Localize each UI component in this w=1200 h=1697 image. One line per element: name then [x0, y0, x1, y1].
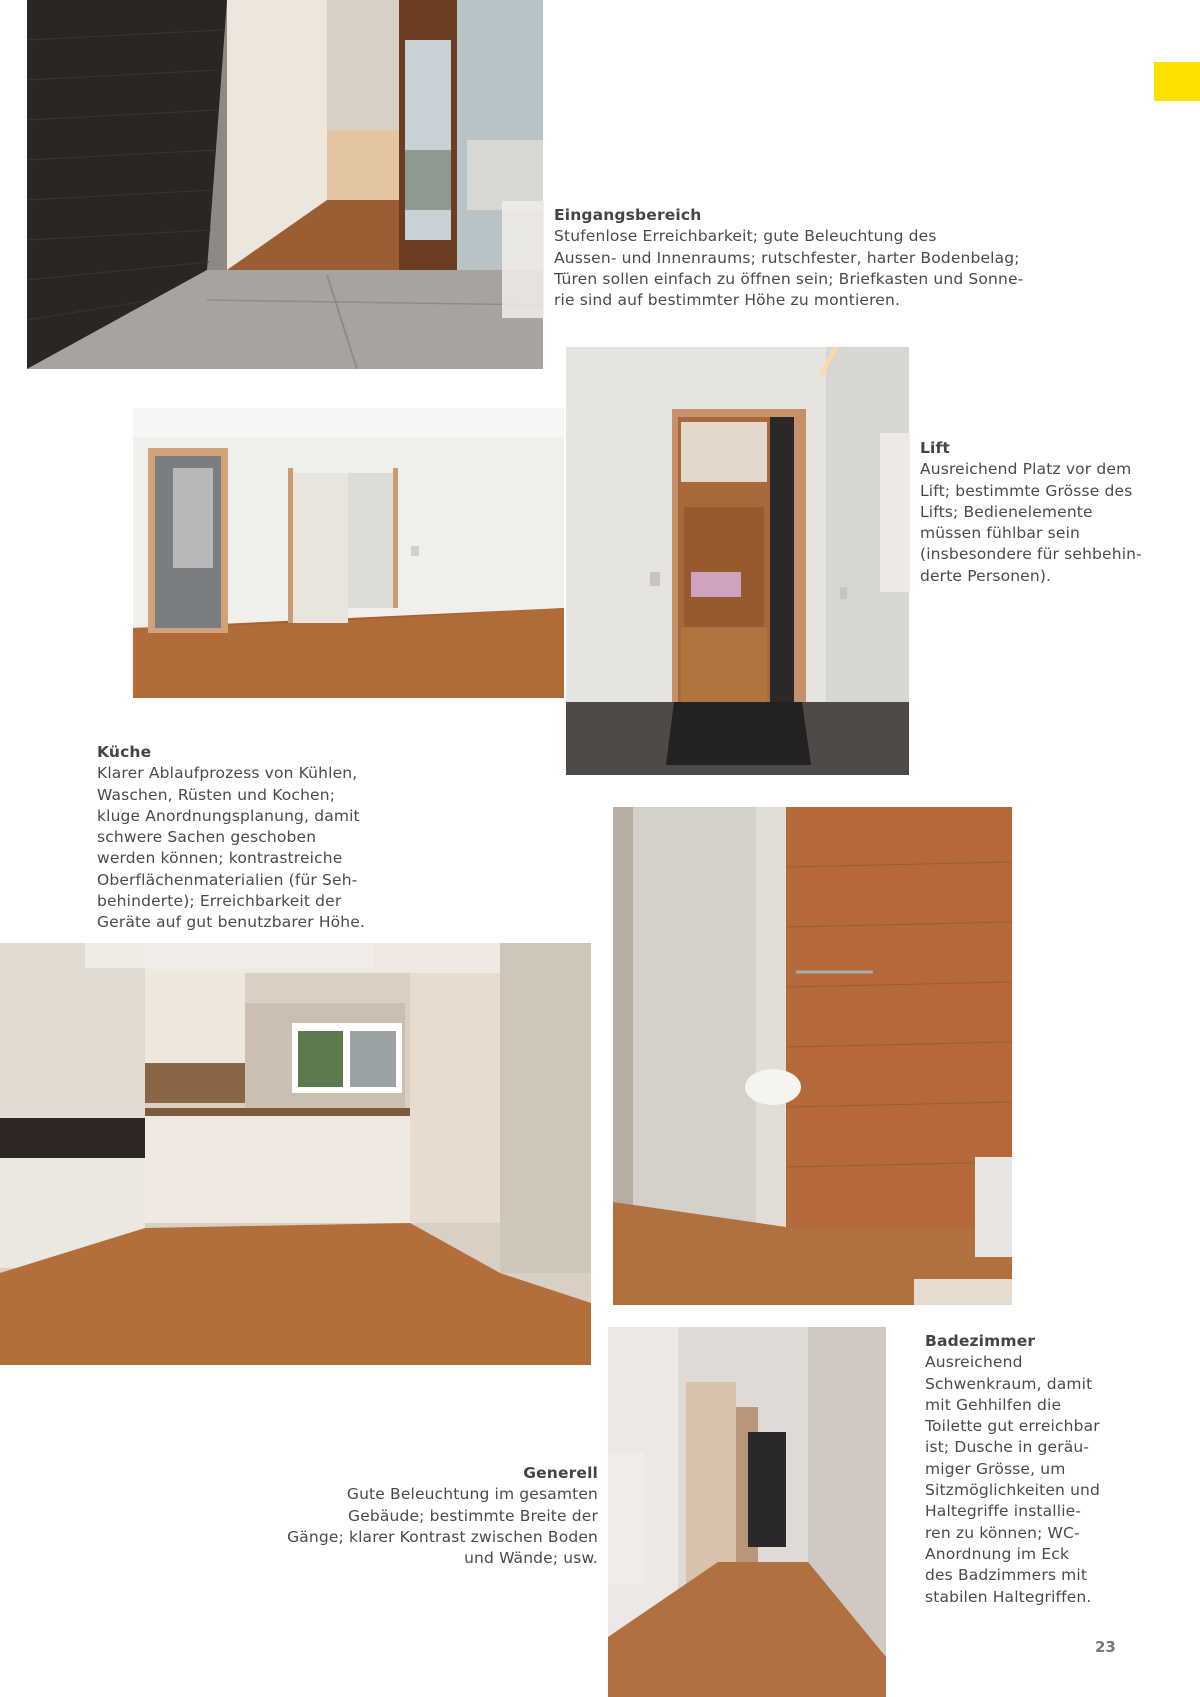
caption-tab-generell	[608, 1453, 644, 1584]
caption-lift	[920, 438, 1180, 587]
caption-tab-lift	[880, 433, 910, 592]
caption-bad	[925, 1331, 1165, 1608]
caption-eingang	[554, 205, 1034, 311]
corridor-photo	[608, 1327, 886, 1697]
room-photo	[133, 408, 564, 698]
caption-tab-bad	[914, 1279, 1012, 1305]
caption-bad-body: Ausreichend Schwenkraum, damit mit Gehhilfen die Toilette gut erreichbar ist; Dusche in geräu- miger Grösse, um Sitzmöglichkeiten und Haltegriffe installie- ren zu können; WC- Anordnung im Eck des Badzimmers mit stabilen Haltegriffen.	[925, 1353, 1101, 1606]
caption-kueche	[97, 742, 397, 934]
caption-generell-title: Generell	[523, 1464, 598, 1482]
page-number: 23	[1095, 1638, 1116, 1656]
caption-eingang-body: Stufenlose Erreichbarkeit; gute Beleuchtung des Aussen- und Innenraums; rutschfester, harter Bodenbelag; Türen sollen einfach zu öffnen sein; Briefkasten und Sonne- rie sind auf bestimmter Höhe zu montieren.	[554, 227, 1024, 310]
caption-generell	[250, 1463, 598, 1569]
caption-bad-title: Badezimmer	[925, 1332, 1036, 1350]
caption-lift-title: Lift	[920, 439, 950, 457]
caption-tab-kueche	[85, 943, 373, 968]
caption-kueche-body: Klarer Ablaufprozess von Kühlen, Waschen, Rüsten und Kochen; kluge Anordnungsplanung, damit schwere Sachen geschoben werden können; kontrastreiche Oberflächenmaterialien (für Seh- behinderte); Erreichbarkeit der Geräte auf gut benutzbarer Höhe.	[97, 764, 365, 932]
kitchen-photo	[0, 943, 591, 1365]
entrance-photo	[27, 0, 543, 369]
caption-eingang-title: Eingangsbereich	[554, 206, 702, 224]
caption-lift-body: Ausreichend Platz vor dem Lift; bestimmte Grösse des Lifts; Bedienelemente müssen fühlbar sein (insbesondere für sehbehin- derte Personen).	[920, 460, 1142, 585]
caption-generell-body: Gute Beleuchtung im gesamten Gebäude; bestimmte Breite der Gänge; klarer Kontrast zwischen Boden und Wände; usw.	[287, 1485, 598, 1568]
caption-tab-eingang	[502, 201, 544, 318]
bathroom-photo	[613, 807, 1012, 1305]
caption-kueche-title: Küche	[97, 743, 152, 761]
lift-photo	[566, 347, 909, 775]
accent-tab	[1154, 62, 1200, 101]
